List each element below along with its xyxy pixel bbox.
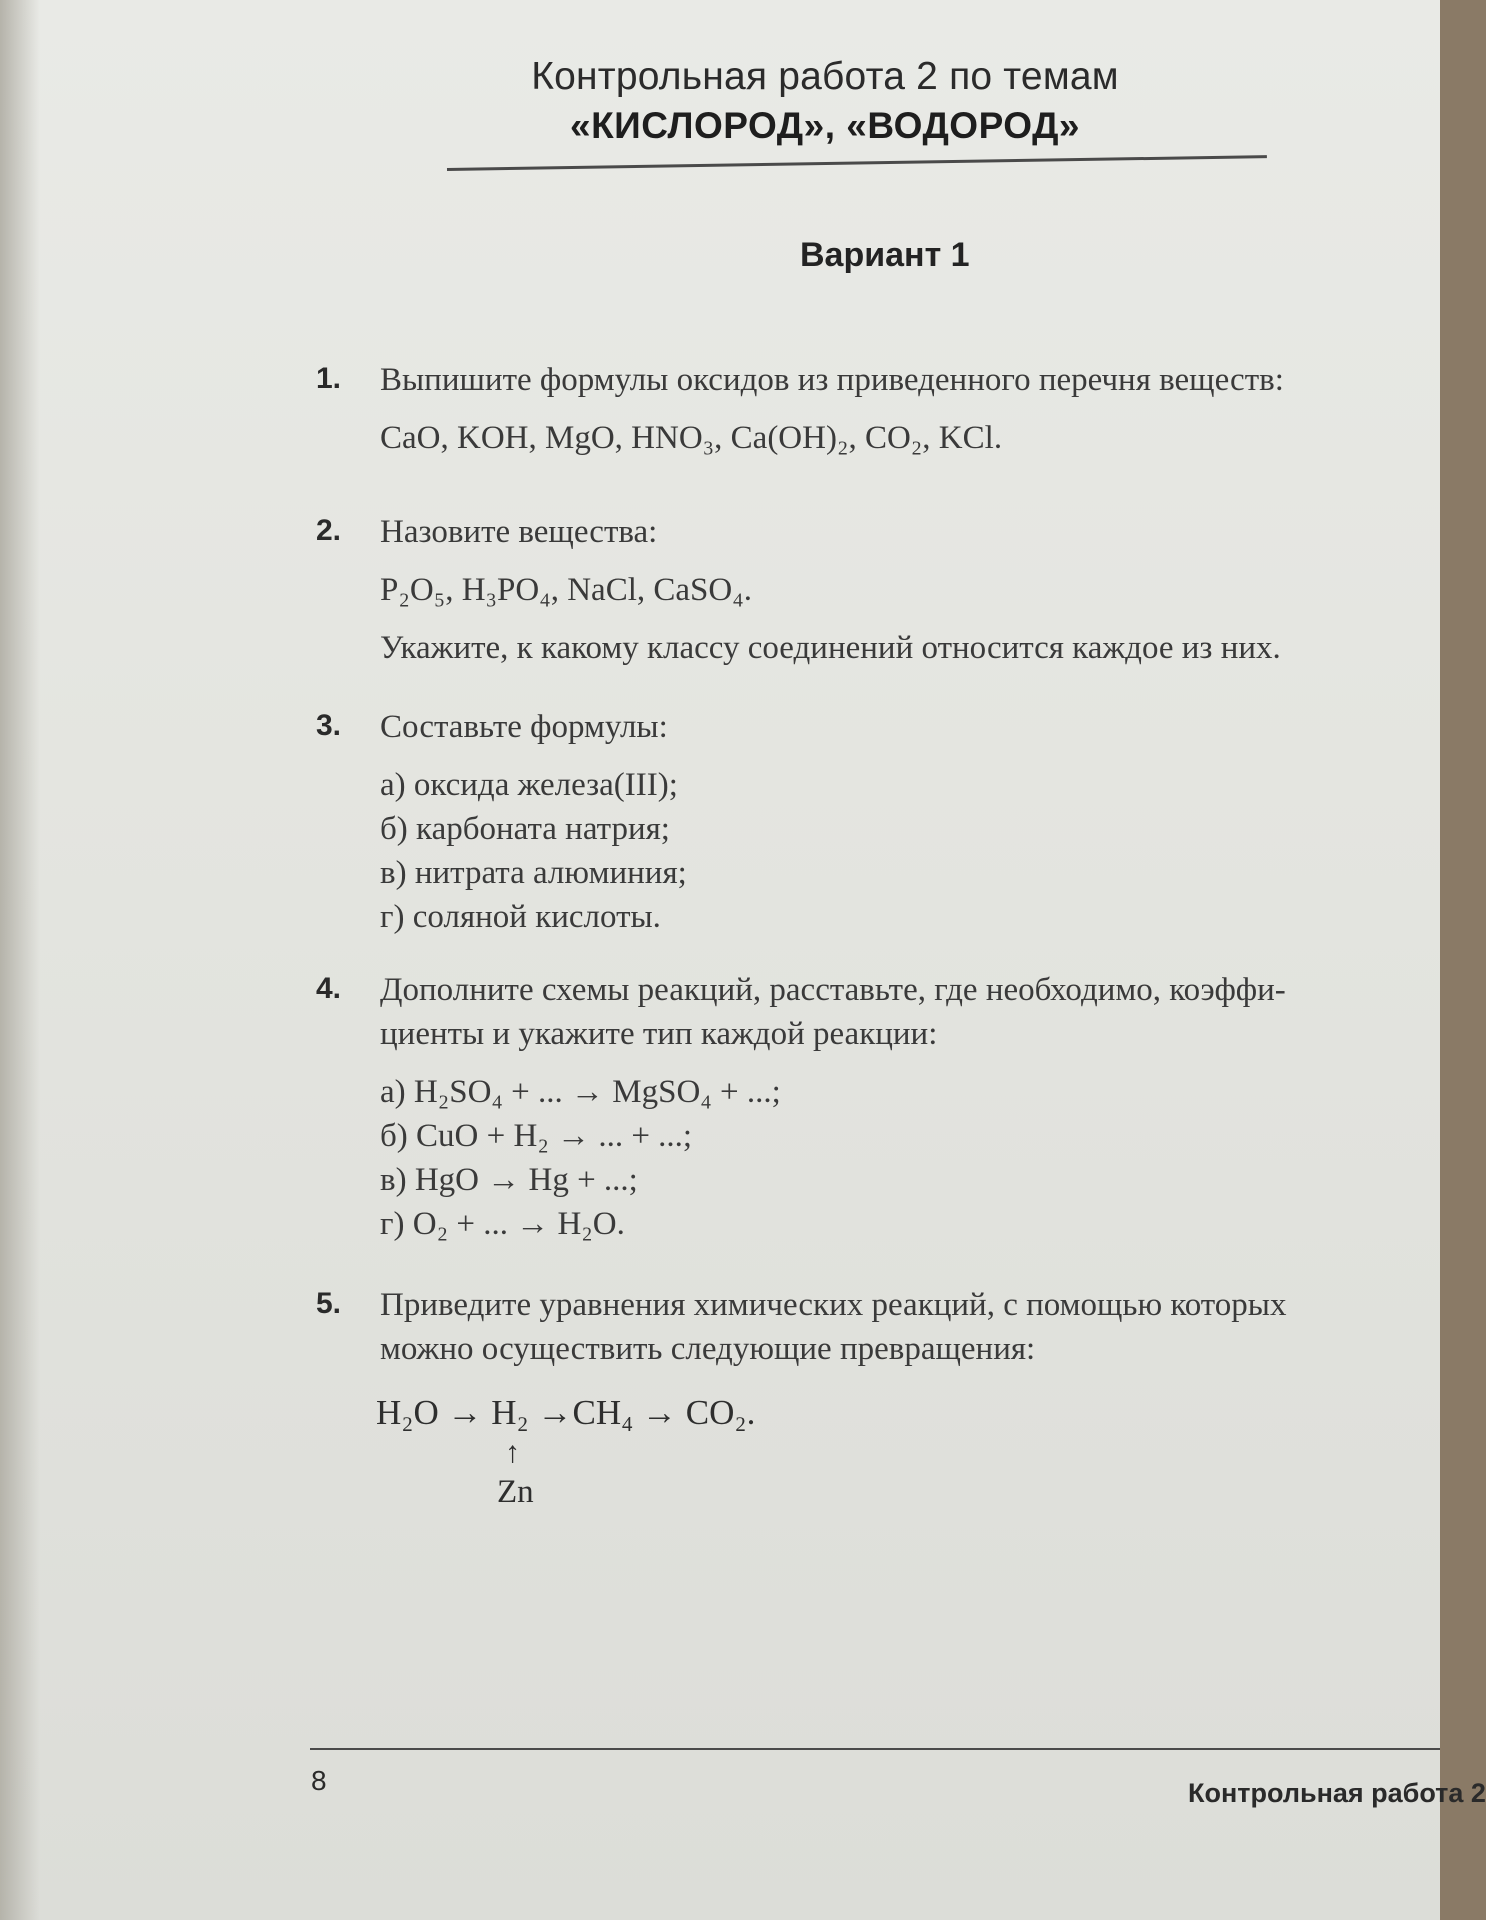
task-line: в) нитрата алюминия; [380,855,687,891]
task-number: 5. [316,1287,342,1320]
task-line: г) соляной кислоты. [380,899,661,935]
scheme-branch-reagent: Zn [497,1474,534,1510]
task-line: Выпишите формулы оксидов из приведенного перечня веществ: [380,362,1284,398]
footer-divider [310,1748,1440,1750]
page-header [440,55,1210,147]
task-number: 1. [316,362,342,395]
task-text [380,510,1420,670]
page-edge-shadow [0,0,40,1920]
task-line: в) HgO → Hg + ...; [380,1162,638,1198]
task-text [380,358,1420,460]
variant-title: Вариант 1 [800,236,970,274]
task-number: 2. [316,514,342,547]
task-text [380,1283,1420,1371]
transformation-scheme: H₂O → H₂ →CH₄ → CO₂. [376,1393,756,1432]
task-line: Укажите, к какому классу соединений относится каждое из них. [380,630,1281,666]
task-number: 4. [316,972,342,1005]
task-line: б) карбоната натрия; [380,811,670,847]
running-title: Контрольная работа 2 [1188,1778,1486,1808]
task-line: а) оксида железа(III); [380,767,678,803]
page-number: 8 [311,1765,327,1796]
header-divider [447,155,1267,171]
task-line: Составьте формулы: [380,709,668,745]
task-line: а) H₂SO₄ + ... → MgSO₄ + ...; [380,1074,781,1110]
task-line: б) CuO + H₂ → ... + ...; [380,1118,693,1154]
task-line: Дополните схемы реакций, расставьте, где необходимо, коэффи- [380,972,1286,1008]
task-line: P₂O₅, H₃PO₄, NaCl, CaSO₄. [380,572,752,608]
task-line: Назовите вещества: [380,514,658,550]
task-text [380,705,1420,939]
header-title: Контрольная работа 2 по темам [531,55,1119,98]
task-line: CaO, KOH, MgO, HNO₃, Ca(OH)₂, CO₂, KCl. [380,420,1003,456]
header-topics: «КИСЛОРОД», «ВОДОРОД» [570,105,1080,146]
task-number: 3. [316,709,342,742]
task-line: циенты и укажите тип каждой реакции: [380,1016,938,1052]
task-text [380,968,1420,1246]
up-arrow-icon: ↑ [505,1436,520,1469]
task-line: г) O₂ + ... → H₂O. [380,1206,625,1242]
task-line: Приведите уравнения химических реакций, с помощью которых [380,1287,1287,1323]
task-line: можно осуществить следующие превращения: [380,1331,1036,1367]
